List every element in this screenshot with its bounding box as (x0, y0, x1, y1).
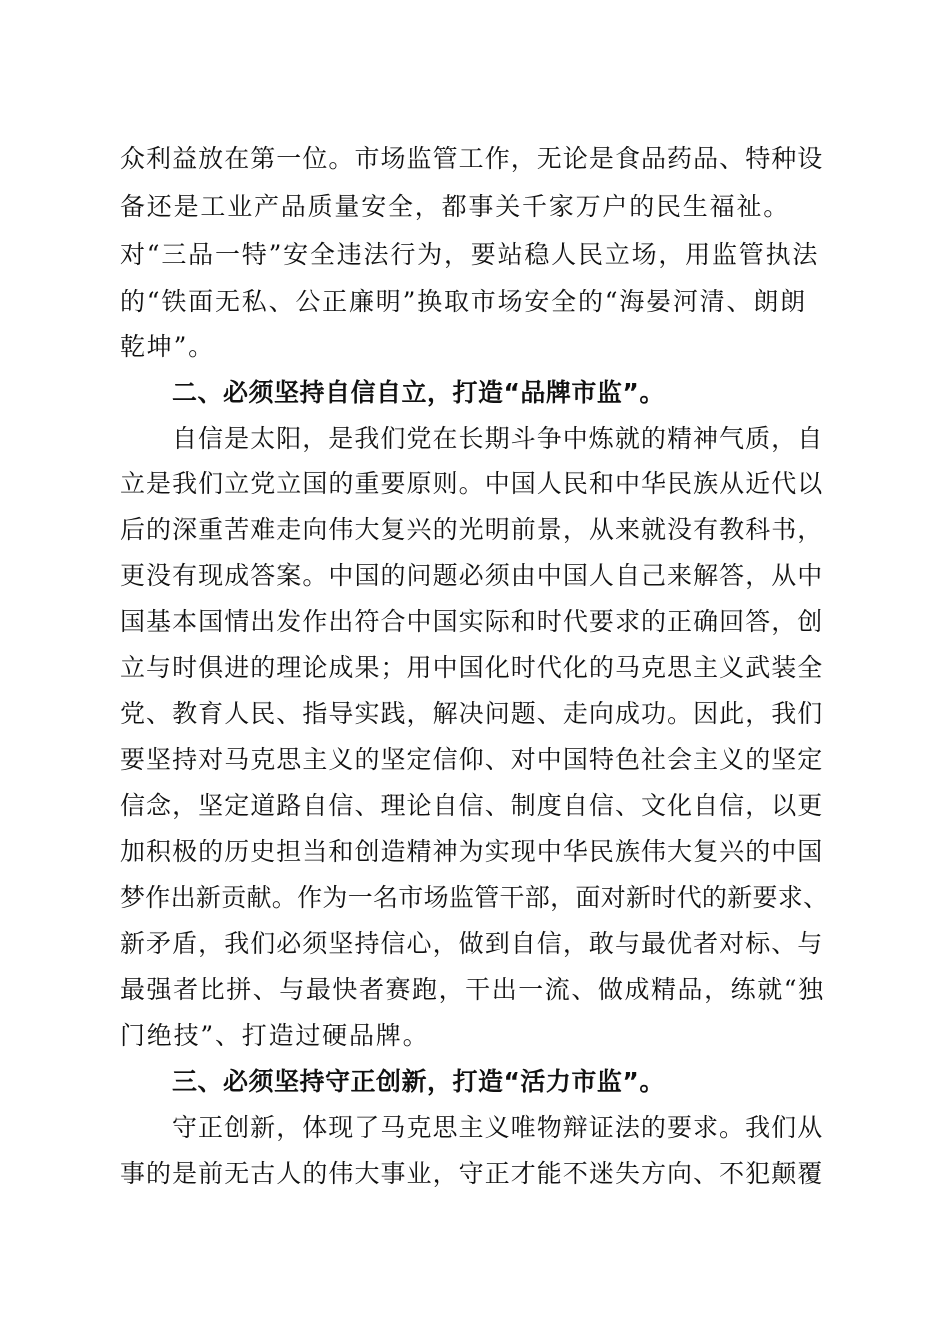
body-text-line: 事的是前无古人的伟大事业，守正才能不迷失方向、不犯颠覆 (120, 1159, 824, 1188)
body-text-line: 后的深重苦难走向伟大复兴的光明前景，从来就没有教科书， (120, 515, 824, 544)
body-text-line: 加积极的历史担当和创造精神为实现中华民族伟大复兴的中国 (120, 837, 824, 866)
section-heading-2: 二、必须坚持自信自立，打造“品牌市监”。 (172, 378, 665, 407)
body-text-line: 守正创新，体现了马克思主义唯物辩证法的要求。我们从 (172, 1113, 824, 1142)
body-text-line: 自信是太阳，是我们党在长期斗争中炼就的精神气质，自 (172, 424, 824, 453)
body-text-line: 更没有现成答案。中国的问题必须由中国人自己来解答，从中 (120, 561, 824, 590)
body-text-line: 党、教育人民、指导实践，解决问题、走向成功。因此，我们 (120, 699, 824, 728)
body-text-line: 国基本国情出发作出符合中国实际和时代要求的正确回答，创 (120, 607, 824, 636)
body-text-line: 立是我们立党立国的重要原则。中国人民和中华民族从近代以 (120, 469, 824, 498)
body-text-line: 要坚持对马克思主义的坚定信仰、对中国特色社会主义的坚定 (120, 745, 824, 774)
body-text-line: 新矛盾，我们必须坚持信心，做到自信，敢与最优者对标、与 (120, 929, 824, 958)
body-text-line: 众利益放在第一位。市场监管工作，无论是食品药品、特种设 (120, 144, 824, 173)
body-text-line: 梦作出新贡献。作为一名市场监管干部，面对新时代的新要求、 (120, 883, 829, 912)
body-text-line: 最强者比拼、与最快者赛跑，干出一流、做成精品，练就“独 (120, 975, 825, 1004)
body-text-line: 门绝技”、打造过硬品牌。 (120, 1021, 430, 1050)
body-text-line: 对“三品一特”安全违法行为，要站稳人民立场，用监管执法 (120, 240, 820, 269)
body-text-line: 立与时俱进的理论成果；用中国化时代化的马克思主义武装全 (120, 653, 824, 682)
body-text-line: 乾坤”。 (120, 332, 215, 361)
section-heading-3: 三、必须坚持守正创新，打造“活力市监”。 (172, 1067, 665, 1096)
body-text-line: 的“铁面无私、公正廉明”换取市场安全的“海晏河清、朗朗 (120, 287, 807, 316)
body-text-line: 备还是工业产品质量安全，都事关千家万户的民生福祉。 (120, 192, 791, 221)
body-text-line: 信念，坚定道路自信、理论自信、制度自信、文化自信，以更 (120, 791, 824, 820)
